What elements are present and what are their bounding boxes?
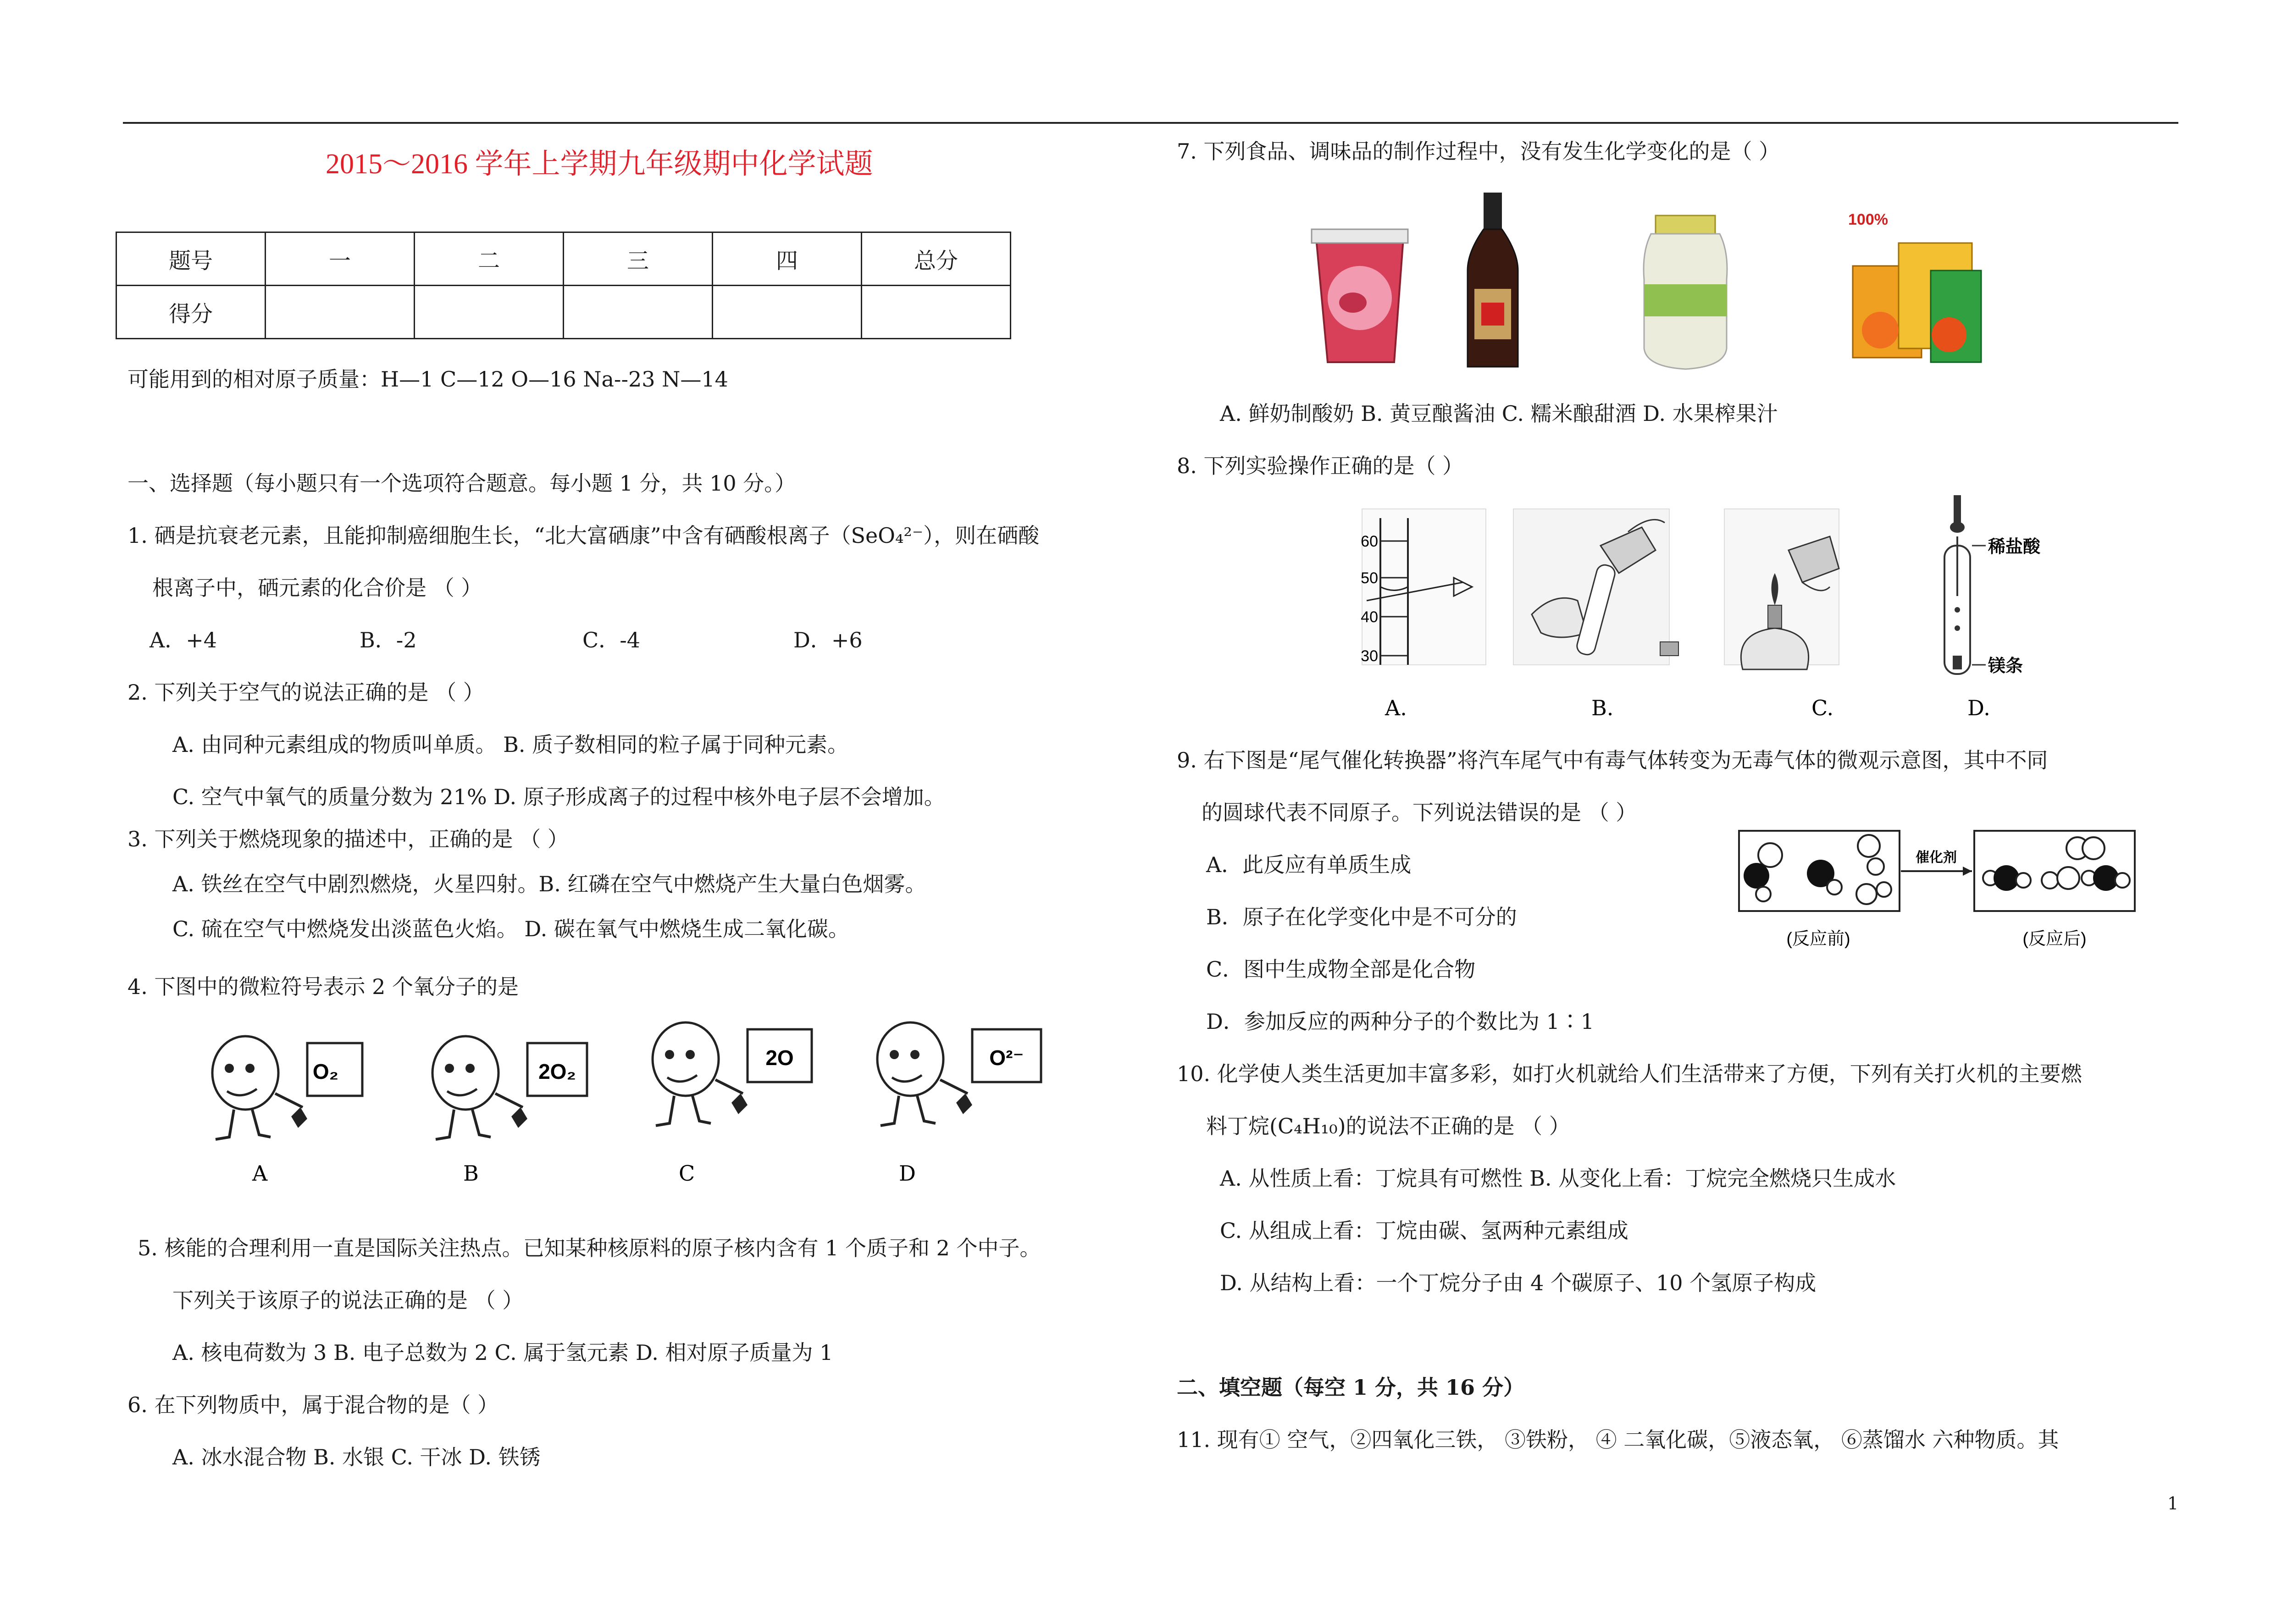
catalyst-label: 催化剂 xyxy=(1916,850,1957,865)
before-label: (反应前) xyxy=(1786,929,1850,949)
q4-figure-b xyxy=(432,1036,587,1139)
top-rule xyxy=(123,122,2178,124)
q9-line1: 9. 右下图是“尾气催化转换器”将汽车尾气中有毒气体转变为无毒气体的微观示意图，其中不同 xyxy=(1177,748,2048,773)
q4-sign-c: 2O xyxy=(765,1046,794,1070)
q1-line1: 1. 硒是抗衰老元素，且能抑制癌细胞生长，“北大富硒康”中含有硒酸根离子（SeO₄²⁻），则在硒酸 xyxy=(127,523,1040,548)
q8-label-d: D. xyxy=(1967,696,1990,720)
pouring-liquid-image xyxy=(1513,509,1678,665)
q1-option-b: B．-2 xyxy=(360,628,417,652)
q10-option-d: D. 从结构上看：一个丁烷分子由 4 个碳原子、10 个氢原子构成 xyxy=(1220,1270,1817,1295)
score-table-cell xyxy=(266,286,415,339)
q1-option-d: D．+6 xyxy=(793,628,863,652)
q9-reaction-diagram xyxy=(1738,830,2151,967)
q8-label-b: B. xyxy=(1591,696,1614,720)
q5-options: A. 核电荷数为 3 B. 电子总数为 2 C. 属于氢元素 D. 相对原子质量为 1 xyxy=(172,1340,833,1365)
q8-stem: 8. 下列实验操作正确的是（ ） xyxy=(1177,453,1464,478)
page-title: 2015～2016 学年上学期九年级期中化学试题 xyxy=(326,149,873,180)
graduated-cylinder-image xyxy=(1361,509,1486,665)
score-table-cell: 总分 xyxy=(862,232,1011,286)
q5-line1: 5. 核能的合理利用一直是国际关注热点。已知某种核原料的原子核内含有 1 个质子和 2 个中子。 xyxy=(138,1236,1041,1260)
q1-line2: 根离子中，硒元素的化合价是 （ ） xyxy=(152,575,482,600)
score-table-cell: 得分 xyxy=(116,286,266,339)
soy-sauce-bottle-image xyxy=(1468,193,1518,367)
q7-stem: 7. 下列食品、调味品的制作过程中，没有发生化学变化的是（ ） xyxy=(1177,139,1780,164)
q8-label-a: A. xyxy=(1385,696,1407,720)
q2-options-ab: A. 由同种元素组成的物质叫单质。 B. 质子数相同的粒子属于同种元素。 xyxy=(172,732,849,757)
score-table-cell: 三 xyxy=(564,232,713,286)
atomic-masses: 可能用到的相对原子质量：H—1 C—12 O—16 Na--23 N—14 xyxy=(127,367,728,392)
score-table-cell: 四 xyxy=(713,232,862,286)
tube-label-acid: 稀盐酸 xyxy=(1988,536,2041,557)
q4-label-a: A xyxy=(252,1161,268,1186)
tube-label-magnesium: 镁条 xyxy=(1988,655,2023,676)
q4-figure-strip xyxy=(193,1025,1110,1190)
section2-heading: 二、填空题（每空 1 分，共 16 分） xyxy=(1177,1375,1525,1400)
q10-options-ab: A. 从性质上看：丁烷具有可燃性 B. 从变化上看：丁烷完全燃烧只生成水 xyxy=(1220,1166,1896,1191)
q2-options-cd: C. 空气中氧气的质量分数为 21% D. 原子形成离子的过程中核外电子层不会增加。 xyxy=(172,784,945,809)
juice-boxes-image xyxy=(1848,211,1981,362)
q10-option-c: C. 从组成上看：丁烷由碳、氢两种元素组成 xyxy=(1220,1218,1628,1243)
q7-options: A. 鲜奶制酸奶 B. 黄豆酿酱油 C. 糯米酿甜酒 D. 水果榨果汁 xyxy=(1220,401,1778,426)
q8-lab-images xyxy=(1357,495,2091,734)
q5-line2: 下列关于该原子的说法正确的是 （ ） xyxy=(172,1288,524,1313)
q9-option-b: B．原子在化学变化中是不可分的 xyxy=(1206,905,1517,929)
q4-label-c: C xyxy=(679,1161,695,1186)
score-table xyxy=(116,232,1011,339)
q9-option-c: C．图中生成物全部是化合物 xyxy=(1206,957,1476,982)
q9-line2: 的圆球代表不同原子。下列说法错误的是 （ ） xyxy=(1202,800,1637,825)
cylinder-tick-60: 60 xyxy=(1361,533,1378,550)
page-number: 1 xyxy=(2167,1493,2179,1514)
q8-label-c: C. xyxy=(1811,696,1834,720)
q10-line1: 10. 化学使人类生活更加丰富多彩，如打火机就给人们生活带来了方便，下列有关打火机的主要燃 xyxy=(1177,1061,2082,1086)
yogurt-cup-image xyxy=(1312,229,1408,362)
q4-figure-a xyxy=(212,1036,362,1139)
score-table-header-row xyxy=(116,232,1011,286)
score-table-cell: 题号 xyxy=(116,232,266,286)
rice-wine-jar-image xyxy=(1644,215,1727,369)
q10-line2: 料丁烷(C₄H₁₀)的说法不正确的是 （ ） xyxy=(1206,1114,1570,1138)
section1-heading: 一、选择题（每小题只有一个选项符合题意。每小题 1 分，共 10 分。） xyxy=(127,471,796,496)
q11-line1: 11. 现有① 空气，②四氧化三铁， ③铁粉， ④ 二氧化碳，⑤液态氧， ⑥蒸馏水 六种物质。其 xyxy=(1177,1427,2059,1452)
score-table-cell: 一 xyxy=(266,232,415,286)
score-table-cell xyxy=(862,286,1011,339)
score-table-score-row xyxy=(116,286,1011,339)
q6-options: A. 冰水混合物 B. 水银 C. 干冰 D. 铁锈 xyxy=(172,1445,541,1469)
score-table-cell: 二 xyxy=(415,232,564,286)
q3-stem: 3. 下列关于燃烧现象的描述中，正确的是 （ ） xyxy=(127,827,569,851)
q1-option-c: C．-4 xyxy=(582,628,641,652)
q4-stem: 4. 下图中的微粒符号表示 2 个氧分子的是 xyxy=(127,974,519,999)
q6-stem: 6. 在下列物质中，属于混合物的是（ ） xyxy=(127,1392,499,1417)
cylinder-tick-40: 40 xyxy=(1361,608,1378,626)
alcohol-lamp-image xyxy=(1724,509,1839,669)
q4-sign-d: O²⁻ xyxy=(989,1046,1024,1070)
cylinder-tick-50: 50 xyxy=(1361,569,1378,587)
q7-product-images xyxy=(1307,188,2087,381)
q2-stem: 2. 下列关于空气的说法正确的是 （ ） xyxy=(127,680,484,705)
q4-label-d: D xyxy=(899,1161,916,1186)
score-table-cell xyxy=(713,286,862,339)
q9-option-a: A．此反应有单质生成 xyxy=(1206,852,1412,877)
q9-option-d: D．参加反应的两种分子的个数比为 1∶1 xyxy=(1206,1009,1595,1034)
q4-figure-d xyxy=(877,1022,1041,1126)
q4-figure-c xyxy=(653,1022,812,1126)
q3-options-cd: C. 硫在空气中燃烧发出淡蓝色火焰。 D. 碳在氧气中燃烧生成二氧化碳。 xyxy=(172,917,849,941)
q4-label-b: B xyxy=(463,1161,479,1186)
juice-box-label: 100% xyxy=(1848,211,1888,228)
q4-sign-a: O₂ xyxy=(312,1060,339,1083)
q3-options-ab: A. 铁丝在空气中剧烈燃烧，火星四射。B. 红磷在空气中燃烧产生大量白色烟雾。 xyxy=(172,872,926,896)
test-tube-image xyxy=(1944,495,2041,676)
score-table-cell xyxy=(564,286,713,339)
q4-sign-b: 2O₂ xyxy=(538,1060,576,1083)
cylinder-tick-30: 30 xyxy=(1361,647,1378,665)
score-table-cell xyxy=(415,286,564,339)
after-label: (反应后) xyxy=(2022,929,2087,949)
q1-option-a: A．+4 xyxy=(150,628,217,652)
